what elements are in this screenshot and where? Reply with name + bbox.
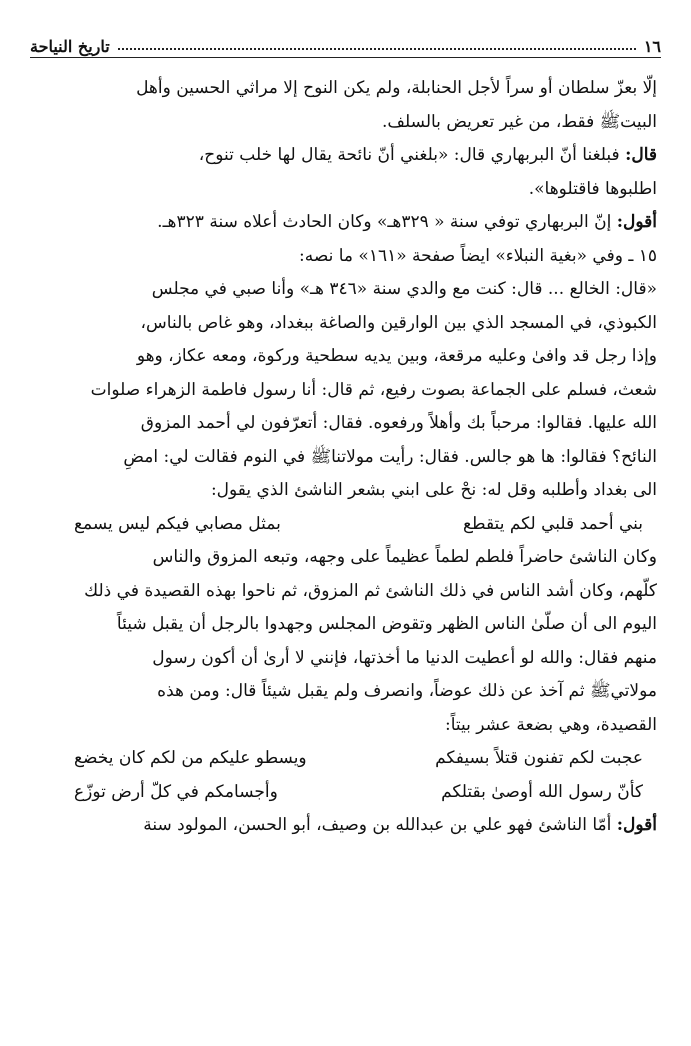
verse-second-hemistich: وأجسامكم في كلّ أرض توزّع: [74, 781, 278, 802]
verse-first-hemistich: كأنّ رسول الله أوصىٰ بقتلكم: [441, 781, 643, 802]
text-line: منهم فقال: والله لو أعطيت الدنيا ما أخذتها، فإنني لا أرىٰ أن أكون رسول: [152, 647, 657, 668]
text-line: اليوم الى أن صلّىٰ الناس الظهر وتقوض المجلس وجهدوا بالرجل أن يقبل شيئاً: [116, 614, 657, 634]
text-line: اطلبوها فاقتلوها».: [528, 178, 657, 199]
text-line: أقول: إنّ البربهاري توفي سنة « ٣٢٩هـ» وكان الحادث أعلاه سنة ٣٢٣هـ.: [157, 212, 657, 232]
page-number: ١٦: [643, 37, 661, 56]
header-leader-dots: [118, 48, 636, 50]
text-line: إلّا بعزّ سلطان أو سراً لأجل الحنابلة، ولم يكن النوح إلا مراثي الحسين وأهل: [136, 78, 657, 98]
text-line: قال: فبلغنا أنّ البربهاري قال: «بلغني أنّ نائحة يقال لها خلب تنوح،: [198, 145, 657, 165]
poem-verse: [30, 776, 657, 810]
poem-verse: [30, 508, 657, 542]
lead-word: أقول:: [616, 815, 657, 835]
text-line: شعث، فسلم على الجماعة بصوت رفيع، ثم قال: أنا رسول فاطمة الزهراء صلوات: [90, 379, 657, 400]
text-line: وإذا رجل قد وافىٰ وعليه مرقعة، وبين يديه سطحية وركوة، ومعه عكاز، وهو: [136, 346, 657, 366]
page-header: [30, 22, 661, 56]
lead-word: قال:: [625, 145, 657, 165]
text-line: أقول: أمّا الناشئ فهو علي بن عبدالله بن وصيف، أبو الحسن، المولود سنة: [143, 815, 657, 835]
text-line: «قال: الخالع ... قال: كنت مع والدي سنة «٣٤٦ هـ» وأنا صبي في مجلس: [151, 279, 657, 299]
verse-second-hemistich: بمثل مصابي فيكم ليس يسمع: [74, 513, 281, 534]
page-body: [30, 72, 657, 843]
text-line: الكبوذي، في المسجد الذي بين الوارقين والصاغة ببغداد، وهو غاص بالناس،: [140, 312, 657, 333]
text-line: كلّهم، وكان أشد الناس في ذلك الناشئ ثم المزوق، ثم ناحوا بهذه القصيدة في ذلك: [84, 580, 657, 601]
text-line: القصيدة، وهي بضعة عشر بيتاً:: [444, 714, 657, 735]
text-line: الله عليها. فقالوا: مرحباً بك وأهلاً ورفعوه. فقال: أتعرّفون لي أحمد المزوق: [140, 413, 657, 433]
header-rule: [30, 57, 661, 58]
verse-second-hemistich: ويسطو عليكم من لكم كان يخضع: [74, 748, 307, 768]
text-line: البيتﷺ فقط، من غير تعريض بالسلف.: [382, 111, 657, 132]
text-line: مولاتيﷺ ثم آخذ عن ذلك عوضاً، وانصرف ولم يقبل شيئاً قال: ومن هذه: [157, 681, 657, 701]
lead-word: أقول:: [616, 212, 657, 232]
verse-first-hemistich: بني أحمد قلبي لكم يتقطع: [462, 513, 643, 534]
poem-verse: [30, 742, 657, 776]
text-line: وكان الناشئ حاضراً فلطم لطماً عظيماً على وجهه، وتبعه المزوق والناس: [152, 547, 657, 567]
text-line: ١٥ ـ وفي «بغية النبلاء» ايضاً صفحة «١٦١» ما نصه:: [299, 245, 657, 266]
verse-first-hemistich: عجبت لكم تفنون قتلاً بسيفكم: [435, 748, 643, 768]
text-line: النائح؟ فقالوا: ها هو جالس. فقال: رأيت مولاتناﷺ في النوم فقالت لي: امضِ: [123, 446, 657, 467]
text-line: الى بغداد وأطلبه وقل له: نحْ على ابني بشعر الناشئ الذي يقول:: [210, 480, 657, 500]
running-title: تاريخ النياحة: [30, 37, 110, 56]
